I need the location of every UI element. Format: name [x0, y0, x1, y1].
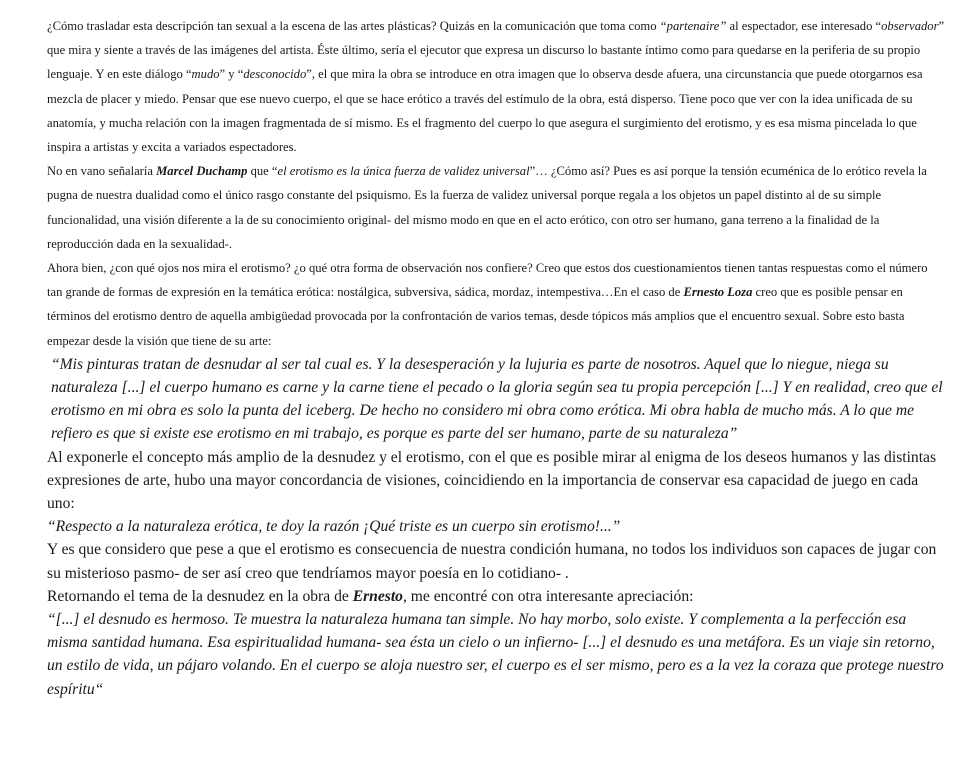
paragraph-5: Y es que considero que pese a que el erotismo es consecuencia de nuestra condición humana, no todos los individuos son capaces de jugar con su misterioso pasmo- de ser así creo que tendríamos mayor poesía en lo cotidiano- .: [47, 541, 937, 582]
name-ernesto-loza: Ernesto Loza: [683, 285, 753, 300]
term-partenaire: “partenaire”: [659, 19, 727, 33]
paragraph-6: Retornando el tema de la desnudez en la obra de Ernesto, me encontré con otra interesante apreciación:: [47, 587, 694, 605]
duchamp-quote: el erotismo es la única fuerza de validez universal: [277, 164, 530, 179]
quote-1: “Mis pinturas tratan de desnudar al ser tal cual es. Y la desesperación y la lujuria es parte de nosotros. Aquel que lo niegue, niega su naturaleza [...] el cuerpo humano es carne y la carne tiene el pecado o la gloria según sea tu propia percepción [...] Y en realidad, creo que el erotismo en mi obra es solo la punta del iceberg. De hecho no considero mi obra como erótica. Mi obra habla de mucho más. A lo que me refiero es que si existe ese erotismo en mi trabajo, es porque es parte del ser humano, parte de su naturaleza”: [51, 355, 943, 443]
paragraph-1: ¿Cómo trasladar esta descripción tan sexual a la escena de las artes plásticas? Quizás en la comunicación que toma como “partenaire” al espectador, ese interesado “observador” que mira y siente a través de las imágenes del artista. Éste último, sería el ejecutor que expresa un discurso lo bastante íntimo como para quedarse en la periferia de su propio lenguaje. Y en este diálogo “mudo” y “desconocido”, el que mira la obra se introduce en otra imagen que lo observa desde afuera, una circunstancia que puede otorgarnos esa mezcla de placer y miedo. Pensar que ese nuevo cuerpo, el que se hace erótico a través del estímulo de la obra, está disperso. Tiene poco que ver con la idea unificada de su anatomía, y mucha relación con la imagen fragmentada de sí mismo. Es el fragmento del cuerpo lo que asegura el surgimiento del erotismo, y es esa misma pincelada lo que inspira a artistas y excita a variados espectadores.: [47, 19, 945, 155]
paragraph-4: Al exponerle el concepto más amplio de la desnudez y el erotismo, con el que es posible mirar al enigma de los deseos humanos y las distintas expresiones de arte, hubo una mayor concordancia de visiones, coincidiendo en la importancia de conservar esa capacidad de juego en cada uno:: [47, 448, 937, 513]
term-mudo: mudo: [191, 67, 220, 82]
paragraph-3: Ahora bien, ¿con qué ojos nos mira el erotismo? ¿o qué otra forma de observación nos confiere? Creo que estos dos cuestionamientos tienen tantas respuestas como el número tan grande de formas de expresión en la temática erótica: nostálgica, subversiva, sádica, mordaz, intempestiva…En el caso de Ernesto Loza creo que es posible pensar en términos del erotismo dentro de aquella ambigüedad provocada por la confrontación de varios temas, desde tópicos más amplios que el encuentro sexual. Sobre esto basta empezar desde la visión que tiene de su arte:: [47, 261, 928, 348]
name-ernesto: Ernesto: [352, 587, 403, 605]
term-observador: observador: [881, 19, 939, 33]
paragraph-2: No en vano señalaría Marcel Duchamp que “el erotismo es la única fuerza de validez universal”… ¿Cómo así? Pues es así porque la tensión ecuménica de lo erótico revela la pugna de nuestra dualidad como el único rasgo constante del psiquismo. Es la fuerza de validez universal porque regala a los objetos un papel distinto al de su simple funcionalidad, una visión diferente a la de su conocimiento original- del mismo modo en que en el acto erótico, con otro ser humano, gana terreno a la finalidad de la reproducción dada en la sexualidad-.: [47, 164, 927, 251]
quote-3: “[...] el desnudo es hermoso. Te muestra la naturaleza humana tan simple. No hay morbo, solo existe. Y complementa a la perfección esa misma santidad humana. Esa espiritualidad humana- sea ésta un cielo o un infierno- [...] el desnudo es una metáfora. Es un viaje sin retorno, un estilo de vida, un pájaro volando. En el cuerpo se aloja nuestro ser, el cuerpo es el ser mismo, pero es a la vez la coraza que protege nuestro espíritu“: [47, 611, 944, 698]
quote-2: “Respecto a la naturaleza erótica, te doy la razón ¡Qué triste es un cuerpo sin erotismo!...”: [47, 518, 621, 536]
term-desconocido: desconocido: [243, 67, 307, 82]
name-marcel-duchamp: Marcel Duchamp: [156, 164, 248, 179]
